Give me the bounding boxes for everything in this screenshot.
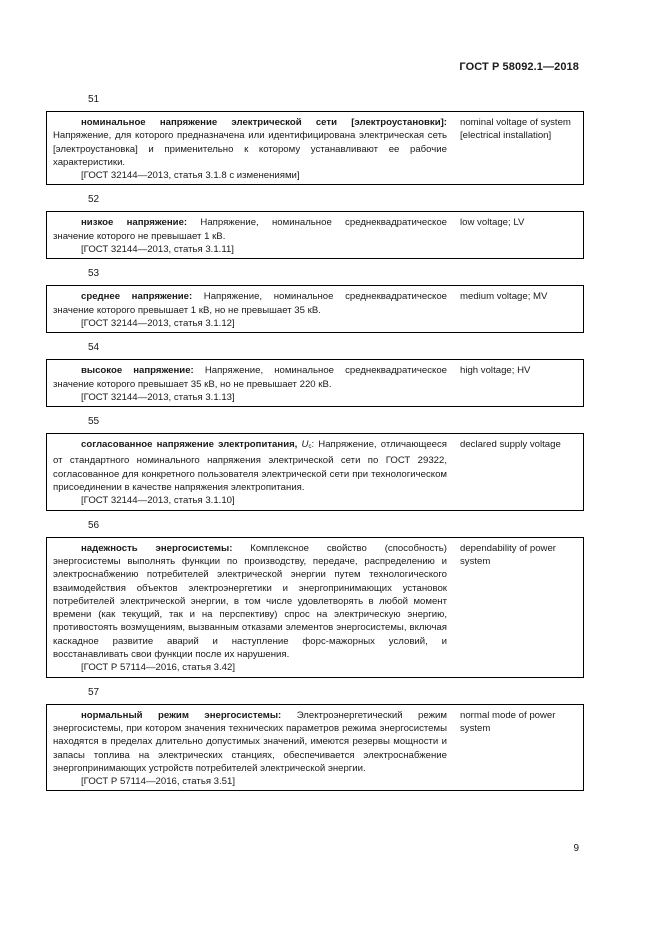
source-reference: [ГОСТ 32144—2013, статья 3.1.11]: [81, 244, 234, 256]
term-en: declared supply voltage: [460, 439, 561, 451]
term-en: dependability of power system: [460, 542, 557, 567]
russian-column: [47, 116, 451, 182]
term-en: nominal voltage of system [electrical installation]: [460, 117, 571, 142]
entry-number: 55: [88, 416, 100, 428]
page-number: 9: [573, 843, 579, 854]
source-reference: [ГОСТ Р 57114—2016, статья 3.42]: [81, 662, 236, 674]
term-ru: надежность энергосистемы:: [81, 542, 233, 554]
russian-column: [47, 364, 451, 404]
term-entry: [0, 342, 661, 407]
term-ru: низкое напряжение:: [81, 217, 188, 229]
entry-box: [46, 433, 584, 510]
entry-number: 54: [88, 342, 100, 354]
term-ru: высокое напряжение:: [81, 365, 194, 377]
source-reference: [ГОСТ 32144—2013, статья 3.1.12]: [81, 317, 235, 329]
entry-number: 57: [88, 686, 100, 698]
definition: Электроэнергетический режим энергосистемы, при котором значения технических параметров режима энергосистемы находятся в пределах длительно допустимых значений, имеются резервы мощности и запасы топлива на электрических станциях, обеспечивается электроснабжение энергопринимающих устройств потребителей электрической энергии.: [53, 709, 447, 774]
source-reference: [ГОСТ 32144—2013, статья 3.1.13]: [81, 391, 235, 403]
term-entry: [0, 416, 661, 510]
russian-column: [47, 709, 451, 789]
russian-column: [47, 216, 451, 256]
term-entry: [0, 94, 661, 185]
definition: Напряжение, номинальное среднеквадратическое значение которого превышает 1 кВ, но не превышает 35 кВ.: [53, 291, 448, 316]
entry-box: [46, 359, 584, 407]
entry-box: [46, 704, 584, 792]
source-reference: [ГОСТ 32144—2013, статья 3.1.10]: [81, 495, 235, 507]
definition: Комплексное свойство (способность) энергосистемы выполнять функции по производству, передаче, распределению и электроснабжению потребителей электрической энергии путем технологического взаимодействия объектов электроэнергетики и энергопринимающих установок потребителей электрической энергии, в том числе удовлетворять в любой момент времени (как текущий, так и на перспективу) спрос на электрическую энергию, противостоять возмущениям, вызванным отказами элементов энергосистемы, включая каскадное развитие аварий и наступление форс-мажорных условий, и восстанавливать свои функции после их нарушения.: [53, 542, 447, 661]
term-entries: [0, 94, 661, 800]
symbol-subscript: c: [308, 444, 312, 451]
term-ru: номинальное напряжение электрической сети [электроустановки]:: [81, 117, 447, 128]
entry-box: [46, 111, 584, 185]
entry-number: 56: [88, 519, 100, 531]
entry-box: [46, 285, 584, 333]
term-en: low voltage; LV: [460, 217, 525, 229]
source-reference: [ГОСТ 32144—2013, статья 3.1.8 с изменениями]: [81, 170, 300, 182]
term-entry: [0, 520, 661, 678]
document-code: ГОСТ Р 58092.1—2018: [459, 61, 579, 73]
russian-column: [47, 290, 451, 330]
symbol-main: U: [301, 439, 309, 451]
definition: Напряжение, номинальное среднеквадратическое значение которого не превышает 1 кВ.: [53, 217, 447, 242]
source-reference: [ГОСТ Р 57114—2016, статья 3.51]: [81, 776, 236, 788]
russian-column: [47, 438, 451, 507]
entry-number: 53: [88, 268, 100, 280]
term-en: medium voltage; MV: [460, 291, 548, 303]
entry-number: 51: [88, 94, 100, 105]
definition: Напряжение, номинальное среднеквадратическое значение которого превышает 35 кВ, но не превышает 220 кВ.: [53, 365, 447, 390]
term-ru: нормальный режим энергосистемы:: [81, 709, 282, 721]
term-entry: [0, 268, 661, 333]
term-entry: [0, 687, 661, 792]
term-ru: согласованное напряжение электропитания,: [81, 439, 298, 451]
term-ru: среднее напряжение:: [81, 291, 193, 303]
definition: : Напряжение, отличающееся от стандартного номинального напряжения электрической сети по ГОСТ 29322, согласованное для конкретного пользователя электрической сети при технологическом присоединении в качестве напряжения электропитания.: [53, 439, 447, 494]
term-en: high voltage; HV: [460, 365, 531, 377]
term-entry: [0, 194, 661, 259]
entry-box: [46, 211, 584, 259]
russian-column: [47, 542, 451, 675]
term-en: normal mode of power system: [460, 709, 556, 734]
entry-number: 52: [88, 194, 100, 206]
entry-box: [46, 537, 584, 678]
definition: Напряжение, для которого предназначена или идентифицирована электрическая сеть [электроустановка] и применительно к которому устанавливают ее рабочие характеристики.: [53, 130, 447, 168]
symbol-uc: [302, 439, 312, 450]
